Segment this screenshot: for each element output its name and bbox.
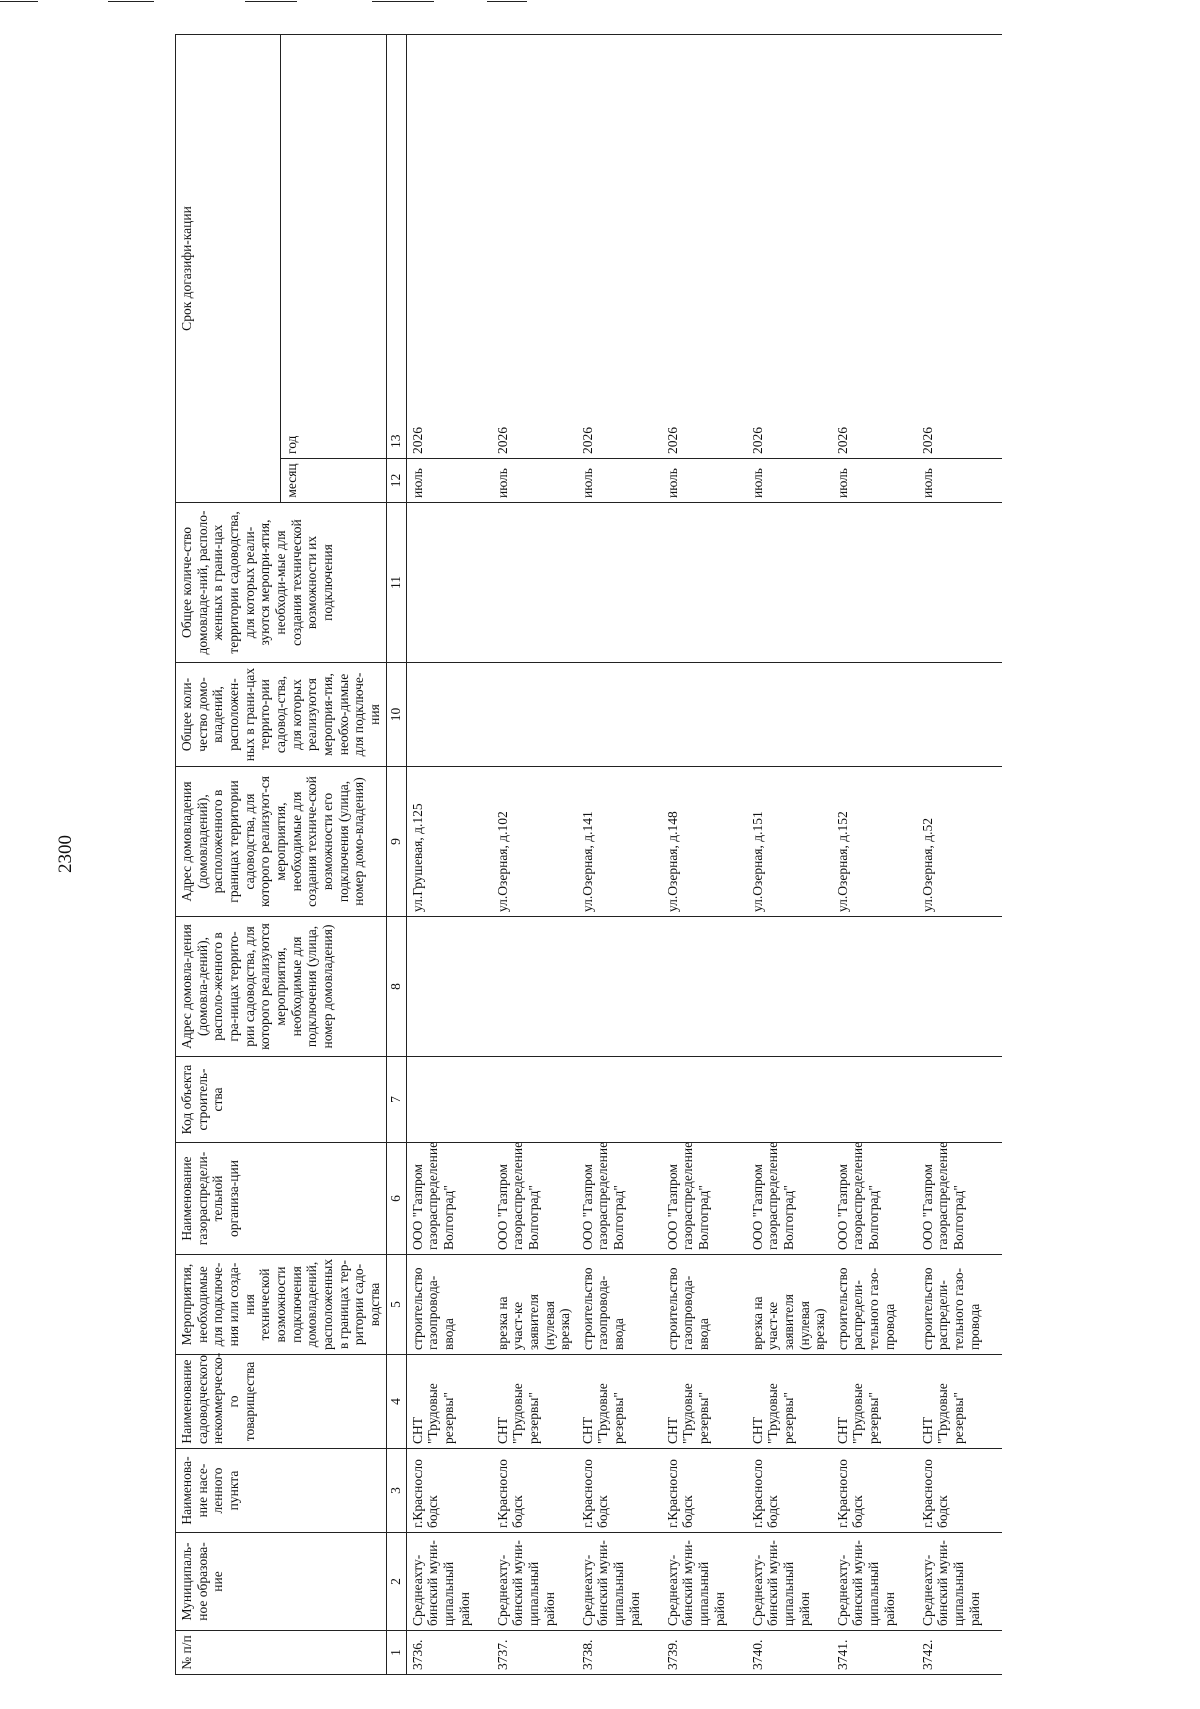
col-number: 1	[386, 1631, 406, 1675]
cell-settlement: г.Красносло бодск	[406, 1449, 492, 1533]
cell-snt: СНТ "Трудовые резервы"	[492, 1355, 577, 1449]
col-header-settlement: Наименова-ние насе-ленного пункта	[176, 1449, 387, 1533]
cell-address-connection	[832, 917, 917, 1057]
table-row	[492, 34, 577, 1674]
gasification-table	[175, 34, 1002, 1675]
scan-edge-line	[108, 1, 154, 2]
col-header-gas-org: Наименование газораспредели-тельной организа-ции	[176, 1143, 387, 1255]
cell-snt: СНТ "Трудовые резервы"	[917, 1355, 1002, 1449]
table-row	[577, 34, 662, 1674]
cell-count-connection	[832, 663, 917, 767]
cell-year: 2026	[747, 34, 832, 458]
cell-num: 3738.	[577, 1631, 662, 1675]
cell-num: 3737.	[492, 1631, 577, 1675]
cell-gas-org: ООО "Газпром газораспределение Волгоград"	[406, 1143, 492, 1255]
col-number: 12	[386, 459, 406, 503]
cell-count-capability	[406, 503, 492, 663]
cell-count-capability	[492, 503, 577, 663]
cell-snt: СНТ "Трудовые резервы"	[832, 1355, 917, 1449]
cell-object-code	[832, 1057, 917, 1143]
col-header-measures: Мероприятия, необходимые для подключе-ния или созда-ния технической возможности подключения домовладений, расположенных в границах тер-ритории садо-водства	[176, 1255, 387, 1355]
col-number: 11	[386, 503, 406, 663]
cell-address-capability: ул.Озерная, д.152	[832, 767, 917, 917]
cell-measures: строительство распредели-тельного газо-провода	[917, 1255, 1002, 1355]
cell-month: июль	[747, 459, 832, 503]
cell-measures: строительство распредели-тельного газо-провода	[832, 1255, 917, 1355]
col-header-deadline: Срок догазифи-кации	[176, 34, 281, 502]
cell-address-capability: ул.Озерная, д.141	[577, 767, 662, 917]
col-number: 2	[386, 1533, 406, 1631]
cell-address-connection	[917, 917, 1002, 1057]
col-number: 10	[386, 663, 406, 767]
rotated-table-container	[175, 35, 1045, 1675]
cell-year: 2026	[917, 34, 1002, 458]
col-header-num: № п/п	[176, 1631, 387, 1675]
cell-settlement: г.Красносло бодск	[492, 1449, 577, 1533]
cell-measures: строительство газопровода-ввода	[662, 1255, 747, 1355]
cell-municipality: Среднеахту-бинский муни-ципальный район	[492, 1533, 577, 1631]
cell-settlement: г.Красносло бодск	[577, 1449, 662, 1533]
page-number: 2300	[55, 835, 76, 873]
cell-count-connection	[917, 663, 1002, 767]
cell-month: июль	[832, 459, 917, 503]
cell-snt: СНТ "Трудовые резервы"	[662, 1355, 747, 1449]
cell-measures: врезка на участ-ке заявителя (нулевая врезка)	[492, 1255, 577, 1355]
cell-settlement: г.Красносло бодск	[917, 1449, 1002, 1533]
cell-municipality: Среднеахту-бинский муни-ципальный район	[406, 1533, 492, 1631]
cell-count-capability	[917, 503, 1002, 663]
column-number-row	[386, 34, 406, 1674]
cell-year: 2026	[577, 34, 662, 458]
col-header-address-capability: Адрес домовладения (домовладений), расположенного в границах территории садоводства, для которого реализуют-ся мероприятия, необходимые для создания техниче-ской возможности его подключения (улица, номер домо-владения)	[176, 767, 387, 917]
cell-month: июль	[492, 459, 577, 503]
cell-count-capability	[577, 503, 662, 663]
table-row	[662, 34, 747, 1674]
cell-count-capability	[662, 503, 747, 663]
cell-count-connection	[577, 663, 662, 767]
cell-municipality: Среднеахту-бинский муни-ципальный район	[917, 1533, 1002, 1631]
cell-settlement: г.Красносло бодск	[832, 1449, 917, 1533]
col-number: 6	[386, 1143, 406, 1255]
cell-measures: строительство газопровода-ввода	[577, 1255, 662, 1355]
cell-gas-org: ООО "Газпром газораспределение Волгоград"	[577, 1143, 662, 1255]
cell-year: 2026	[406, 34, 492, 458]
cell-snt: СНТ "Трудовые резервы"	[747, 1355, 832, 1449]
cell-object-code	[577, 1057, 662, 1143]
col-number: 9	[386, 767, 406, 917]
cell-object-code	[917, 1057, 1002, 1143]
cell-count-connection	[406, 663, 492, 767]
cell-num: 3740.	[747, 1631, 832, 1675]
scan-edge-line	[372, 1, 434, 2]
cell-settlement: г.Красносло бодск	[747, 1449, 832, 1533]
cell-gas-org: ООО "Газпром газораспределение Волгоград"	[662, 1143, 747, 1255]
cell-count-connection	[747, 663, 832, 767]
cell-num: 3741.	[832, 1631, 917, 1675]
col-header-snt: Наименование садоводческого некоммерческо-го товарищества	[176, 1355, 387, 1449]
col-header-month: месяц	[281, 459, 386, 503]
col-header-object-code: Код объекта строитель-ства	[176, 1057, 387, 1143]
scan-edge-line	[245, 1, 297, 2]
cell-month: июль	[662, 459, 747, 503]
col-header-count-connection: Общее коли-чество домо-владений, расположен-ных в грани-цах террито-рии садовод-ства, для которых реализуются мероприя-тия, необхо-димые для подключе-ния	[176, 663, 387, 767]
cell-address-connection	[662, 917, 747, 1057]
cell-count-connection	[492, 663, 577, 767]
col-number: 8	[386, 917, 406, 1057]
table-row	[917, 34, 1002, 1674]
cell-year: 2026	[832, 34, 917, 458]
cell-year: 2026	[662, 34, 747, 458]
col-header-municipality: Муниципаль-ное образова-ние	[176, 1533, 387, 1631]
cell-address-capability: ул.Озерная, д.52	[917, 767, 1002, 917]
cell-count-capability	[832, 503, 917, 663]
cell-num: 3742.	[917, 1631, 1002, 1675]
cell-address-capability: ул.Озерная, д.102	[492, 767, 577, 917]
cell-gas-org: ООО "Газпром газораспределение Волгоград"	[917, 1143, 1002, 1255]
cell-year: 2026	[492, 34, 577, 458]
cell-gas-org: ООО "Газпром газораспределение Волгоград"	[492, 1143, 577, 1255]
cell-snt: СНТ "Трудовые резервы"	[577, 1355, 662, 1449]
header-row	[176, 34, 281, 1674]
cell-municipality: Среднеахту-бинский муни-ципальный район	[662, 1533, 747, 1631]
cell-address-capability: ул.Озерная, д.148	[662, 767, 747, 917]
col-number: 4	[386, 1355, 406, 1449]
cell-measures: строительство газопровода-ввода	[406, 1255, 492, 1355]
cell-address-connection	[492, 917, 577, 1057]
cell-address-capability: ул.Грушевая, д.125	[406, 767, 492, 917]
cell-month: июль	[917, 459, 1002, 503]
col-number: 7	[386, 1057, 406, 1143]
cell-object-code	[492, 1057, 577, 1143]
col-header-year: год	[281, 34, 386, 458]
cell-object-code	[662, 1057, 747, 1143]
cell-address-connection	[577, 917, 662, 1057]
cell-gas-org: ООО "Газпром газораспределение Волгоград"	[832, 1143, 917, 1255]
col-number: 13	[386, 34, 406, 458]
cell-municipality: Среднеахту-бинский муни-ципальный район	[832, 1533, 917, 1631]
cell-address-connection	[406, 917, 492, 1057]
cell-object-code	[406, 1057, 492, 1143]
table-row	[747, 34, 832, 1674]
cell-settlement: г.Красносло бодск	[662, 1449, 747, 1533]
cell-gas-org: ООО "Газпром газораспределение Волгоград"	[747, 1143, 832, 1255]
col-header-count-capability: Общее количе-ство домовладе-ний, располо-женных в грани-цах территории садоводства, для которых реали-зуются меропри-ятия, необходи-мые для создания технической возможности их подключения	[176, 503, 387, 663]
cell-municipality: Среднеахту-бинский муни-ципальный район	[747, 1533, 832, 1631]
col-number: 5	[386, 1255, 406, 1355]
scan-edge-line	[487, 1, 527, 2]
col-number: 3	[386, 1449, 406, 1533]
cell-count-capability	[747, 503, 832, 663]
cell-snt: СНТ "Трудовые резервы"	[406, 1355, 492, 1449]
cell-municipality: Среднеахту-бинский муни-ципальный район	[577, 1533, 662, 1631]
col-header-address-connection: Адрес домовла-дения (домовла-дений), располо-женного в гра-ницах террито-рии садоводства, для которого реализуются мероприятия, необходимые для подключения (улица, номер домовладения)	[176, 917, 387, 1057]
cell-num: 3736.	[406, 1631, 492, 1675]
cell-object-code	[747, 1057, 832, 1143]
cell-num: 3739.	[662, 1631, 747, 1675]
cell-address-connection	[747, 917, 832, 1057]
cell-count-connection	[662, 663, 747, 767]
scan-edge-line	[0, 1, 38, 2]
table-row	[832, 34, 917, 1674]
cell-measures: врезка на участ-ке заявителя (нулевая врезка)	[747, 1255, 832, 1355]
cell-month: июль	[577, 459, 662, 503]
cell-month: июль	[406, 459, 492, 503]
cell-address-capability: ул.Озерная, д.151	[747, 767, 832, 917]
table-row	[406, 34, 492, 1674]
